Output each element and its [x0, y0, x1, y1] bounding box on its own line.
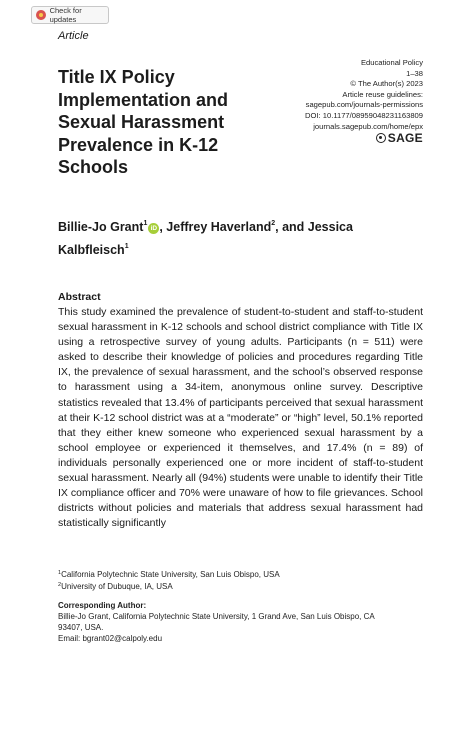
- author-name[interactable]: Jessica Kalbfleisch: [58, 220, 353, 257]
- affiliation-text: University of Dubuque, IA, USA: [61, 582, 173, 591]
- author-list: [58, 214, 358, 260]
- author-affiliation-marker: 1: [124, 243, 129, 250]
- journal-copyright: © The Author(s) 2023: [350, 79, 423, 89]
- crossmark-icon: [36, 10, 46, 20]
- affiliation-note: [58, 568, 418, 580]
- journal-name: Educational Policy: [360, 58, 423, 67]
- article-title: Title IX Policy Implementation and Sexual Harassment Prevalence in K-12 Schools: [58, 67, 229, 177]
- corresponding-author-line: Billie-Jo Grant, California Polytechnic State University, 1 Grand Ave, San Luis Obispo, CA: [58, 612, 375, 621]
- publisher-name: SAGE: [387, 131, 423, 146]
- sage-mark-icon: [376, 133, 386, 143]
- doi-link[interactable]: DOI: 10.1177/08959048231163809: [305, 110, 423, 120]
- author-name[interactable]: Billie-Jo Grant: [58, 220, 144, 234]
- affiliation-number: 1: [58, 570, 62, 576]
- footnotes: [58, 568, 418, 644]
- affiliation-note: [58, 580, 418, 592]
- affiliation-number: 2: [58, 582, 62, 588]
- corresponding-author-line: 93407, USA.: [58, 623, 104, 632]
- sage-logo: [376, 133, 423, 144]
- corresponding-author-email[interactable]: Email: bgrant02@calpoly.edu: [58, 634, 163, 643]
- check-for-updates-badge[interactable]: [31, 6, 109, 24]
- abstract-heading: Abstract: [58, 291, 101, 303]
- author-affiliation-marker: 2: [271, 220, 276, 227]
- corresponding-author-heading: Corresponding Author:: [58, 601, 147, 610]
- author-affiliation-marker: 1: [143, 220, 148, 227]
- orcid-icon[interactable]: iD: [148, 223, 159, 234]
- permissions-link[interactable]: sagepub.com/journals-permissions: [305, 100, 423, 110]
- journal-home-link[interactable]: journals.sagepub.com/home/epx: [313, 121, 423, 131]
- abstract-text: This study examined the prevalence of student-to-student and staff-to-student sexual harassment in K-12 schools and school district compliance with Title IX using a retrospective survey of young adults. Participants (n = 511) were asked to describe their knowledge of policies and procedures regarding Title IX, the prevalence of sexual harassment, and the school’s observed response to harassment using a 34-item, anonymous online survey. Descriptive statistics revealed that 13.4% of participants perceived that sexual harassment at their K-12 school district was at a “moderate” or “high” level, 50.1% reported that they either knew someone who experienced sexual harassment by a school employee or experienced it themselves, and 17.4% (n = 89) of individuals personally experienced one or more incident of staff-to-student sexual harassment. Nearly all (94%) students were unable to identify their Title IX compliance officer and 70% were unaware of how to file grievances. School districts without policies and materials that address sexual harassment had statistically significantly: [58, 306, 423, 530]
- journal-meta: [305, 58, 423, 147]
- journal-pages: 1–38: [406, 68, 423, 78]
- article-type-label: Article: [58, 30, 89, 42]
- author-name[interactable]: Jeffrey Haverland: [166, 220, 272, 234]
- author-separator: , and: [275, 220, 308, 234]
- reuse-guidelines-label: Article reuse guidelines:: [342, 89, 423, 99]
- affiliation-text: California Polytechnic State University, San Luis Obispo, USA: [61, 570, 280, 579]
- author-separator: ,: [159, 220, 167, 234]
- check-for-updates-label: Check for updates: [49, 6, 82, 24]
